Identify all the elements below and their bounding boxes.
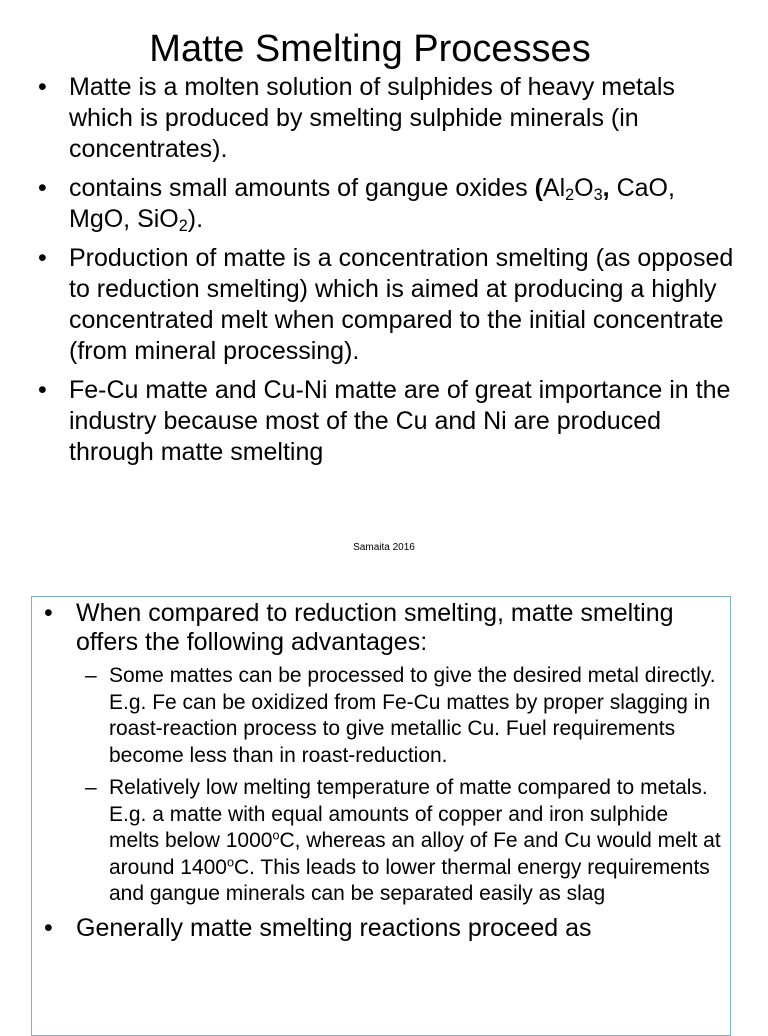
bullet-matte-definition: • Matte is a molten solution of sulphides of heavy metals which is produced by smelting sulphide minerals (in concentrates). (36, 72, 736, 165)
oxides-rest: CaO, MgO, SiO (69, 174, 675, 233)
gangue-prefix: contains small amounts of gangue oxides (69, 174, 535, 202)
al-symbol: Al (542, 174, 566, 202)
degree-mark-1: o (272, 828, 280, 843)
al-subscript: 2 (565, 186, 575, 205)
subbullet-low-melting (32, 775, 730, 908)
slide-2 (31, 596, 731, 1036)
bold-comma: , (602, 174, 610, 202)
slide-footer: Samaita 2016 (353, 542, 415, 553)
bullet-fe-cu-ni-matte: • Fe-Cu matte and Cu-Ni matte are of great importance in the industry because most of the Cu and Ni are produced through matte smelting (36, 375, 736, 468)
bullet-advantages: • When compared to reduction smelting, matte smelting offers the following advantages: (32, 599, 730, 657)
subbullet-direct-processing: – Some mattes can be processed to give the desired metal directly. E.g. Fe can be oxidized from Fe-Cu mattes by proper slagging in roast-reaction process to give metallic Cu. Fuel requirements become less than in roast-reduction. (32, 663, 730, 769)
bullet-concentration-smelting: • Production of matte is a concentration smelting (as opposed to reduction smelting) which is aimed at producing a highly concentrated melt when compared to the initial concentrate (from mineral processing). (36, 243, 736, 367)
close-paren: ). (187, 205, 204, 233)
slide-title: Matte Smelting Processes (149, 28, 591, 70)
bullet-list (36, 72, 736, 476)
open-paren: ( (534, 174, 543, 202)
o-symbol: O (574, 174, 594, 202)
melting-part-3: C. This leads to lower thermal energy requirements and gangue minerals can be separated easily as slag (109, 855, 710, 905)
bullet-gangue-oxides (36, 173, 736, 235)
si-subscript: 2 (178, 217, 188, 236)
melting-part-2: C, whereas an alloy of Fe and Cu would melt at around 1400 (109, 829, 721, 879)
bullet-reactions: • Generally matte smelting reactions proceed as (32, 914, 730, 943)
o-subscript: 3 (593, 186, 603, 205)
melting-part-1: Relatively low melting temperature of matte compared to metals. E.g. a matte with equal amounts of copper and iron sulphide melts below 1000 (109, 776, 708, 852)
degree-mark-2: o (226, 854, 234, 869)
